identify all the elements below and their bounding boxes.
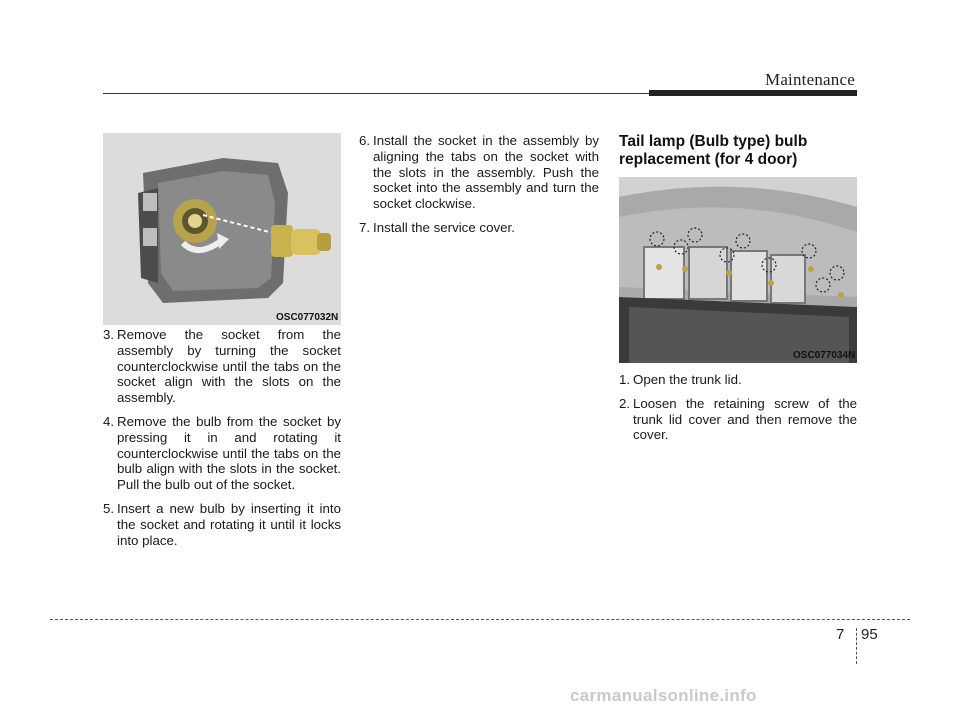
step-1: 1. Open the trunk lid. <box>619 372 742 387</box>
chapter-number: 7 <box>836 626 845 643</box>
column-1-steps <box>103 327 341 556</box>
socket-figure-code: OSC077032N <box>276 312 339 323</box>
step-2: 2. Loosen the retaining screw of the trunk lid cover and then remove the cover. <box>619 395 857 443</box>
trunk-figure <box>619 177 857 363</box>
column-3-steps <box>619 372 857 451</box>
section-title: Maintenance <box>765 70 855 89</box>
page-number: 95 <box>861 626 878 643</box>
footer-divider <box>856 628 857 664</box>
header-bar <box>649 90 857 96</box>
footer-rule <box>50 619 910 620</box>
watermark: carmanualsonline.info <box>570 686 757 705</box>
tail-lamp-heading: Tail lamp (Bulb type) bulb replacement (for 4 door) <box>619 133 808 168</box>
header-rule <box>103 93 649 94</box>
step-4: 4. Remove the bulb from the socket by pressing it in and rotating it counterclockwise until the tabs on the bulb align with the slots in the socket. Pull the bulb out of the socket. <box>103 413 341 493</box>
trunk-illustration <box>619 177 857 363</box>
step-7: 7. Install the service cover. <box>359 219 515 235</box>
step-6: 6. Install the socket in the assembly by aligning the tabs on the socket with the slots in the assembly. Push the socket into the assembly and turn the socket clockwise. <box>359 133 599 212</box>
trunk-figure-code: OSC077034N <box>793 350 856 361</box>
socket-illustration <box>103 133 341 325</box>
socket-figure <box>103 133 341 325</box>
step-3: 3. Remove the socket from the assembly by turning the socket counterclockwise until the tabs on the socket align with the slots on the assembly. <box>103 327 341 406</box>
step-5: 5. Insert a new bulb by inserting it into the socket and rotating it until it locks into place. <box>103 500 341 548</box>
column-2-steps <box>359 133 599 244</box>
